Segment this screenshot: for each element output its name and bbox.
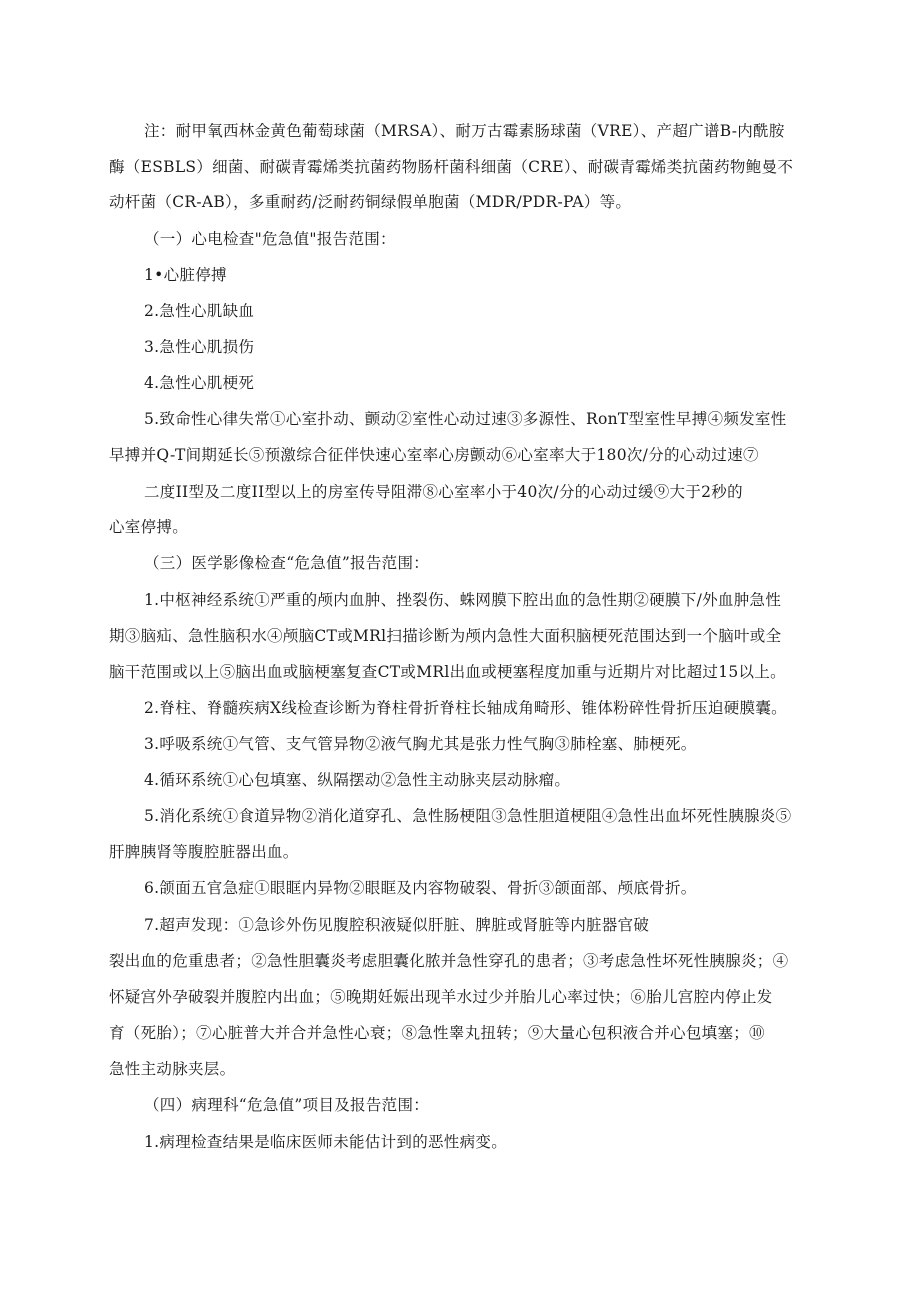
ecg-item-3: 3.急性心肌损伤	[144, 338, 255, 356]
imaging-heading: （三）医学影像检查“危急值”报告范围：	[144, 554, 430, 572]
ecg-item-5-line-1: 5.致命性心律失常①心室扑动、颤动②室性心动过速③多源性、RonT型室性早搏④频发室性	[144, 410, 787, 428]
note-line-3: 动杆菌（CR-AB），多重耐药/泛耐药铜绿假单胞菌（MDR/PDR-PA）等。	[109, 193, 632, 211]
imaging-item-5-line-1: 5.消化系统①食道异物②消化道穿孔、急性肠梗阻③急性胆道梗阻④急性出血坏死性胰腺炎⑤	[144, 807, 792, 825]
imaging-item-1-line-3: 脑干范围或以上⑤脑出血或脑梗塞复查CT或MRl出血或梗塞程度加重与近期片对比超过15以上。	[109, 663, 786, 681]
imaging-item-7-line-4: 育（死胎）；⑦心脏普大并合并急性心衰；⑧急性睾丸扭转；⑨大量心包积液合并心包填塞；⑩	[109, 1024, 765, 1042]
imaging-item-7-line-3: 怀疑宫外孕破裂并腹腔内出血；⑤晚期妊娠出现羊水过少并胎儿心率过快；⑥胎儿宫腔内停止发	[109, 988, 773, 1006]
imaging-item-7-line-5: 急性主动脉夹层。	[109, 1060, 236, 1078]
ecg-item-5-line-4: 心室停搏。	[109, 518, 189, 536]
pathology-item-1: 1.病理检查结果是临床医师未能估计到的恶性病变。	[144, 1133, 507, 1151]
imaging-item-5-line-2: 肝脾胰肾等腹腔脏器出血。	[109, 843, 299, 861]
ecg-heading: （一）心电检查"危急值"报告范围：	[144, 230, 396, 248]
ecg-item-4: 4.急性心肌梗死	[144, 374, 255, 392]
imaging-item-7-line-1: 7.超声发现：①急诊外伤见腹腔积液疑似肝脏、脾脏或肾脏等内脏器官破	[144, 916, 650, 934]
imaging-item-2: 2.脊柱、脊髓疾病X线检查诊断为脊柱骨折脊柱长轴成角畸形、锥体粉碎性骨折压迫硬膜囊。	[144, 699, 787, 717]
imaging-item-3: 3.呼吸系统①气管、支气管异物②液气胸尤其是张力性气胸③肺栓塞、肺梗死。	[144, 735, 697, 753]
ecg-item-1: 1•心脏停搏	[144, 266, 227, 284]
ecg-item-2: 2.急性心肌缺血	[144, 302, 255, 320]
imaging-item-6: 6.颌面五官急症①眼眶内异物②眼眶及内容物破裂、骨折③颌面部、颅底骨折。	[144, 879, 697, 897]
ecg-item-5-line-3: 二度II型及二度II型以上的房室传导阻滞⑧心室率小于40次/分的心动过缓⑨大于2秒的	[144, 483, 743, 501]
imaging-item-4: 4.循环系统①心包填塞、纵隔摆动②急性主动脉夹层动脉瘤。	[144, 771, 571, 789]
imaging-item-1-line-1: 1.中枢神经系统①严重的颅内血肿、挫裂伤、蛛网膜下腔出血的急性期②硬膜下/外血肿急性	[144, 591, 782, 609]
note-line-2: 酶（ESBLS）细菌、耐碳青霉烯类抗菌药物肠杆菌科细菌（CRE）、耐碳青霉烯类抗菌药物鲍曼不	[109, 158, 794, 176]
imaging-item-1-line-2: 期③脑疝、急性脑积水④颅脑CT或MRl扫描诊断为颅内急性大面积脑梗死范围达到一个脑叶或全	[109, 627, 782, 645]
note-line-1: 注：耐甲氧西林金黄色葡萄球菌（MRSA）、耐万古霉素肠球菌（VRE）、产超广谱B-内酰胺	[144, 122, 785, 140]
pathology-heading: （四）病理科“危急值”项目及报告范围：	[144, 1096, 430, 1114]
ecg-item-5-line-2: 早搏并Q-T间期延长⑤预激综合征伴快速心室率心房颤动⑥心室率大于180次/分的心动过速⑦	[109, 446, 759, 464]
imaging-item-7-line-2: 裂出血的危重患者；②急性胆囊炎考虑胆囊化脓并急性穿孔的患者；③考虑急性坏死性胰腺炎；④	[109, 952, 789, 970]
